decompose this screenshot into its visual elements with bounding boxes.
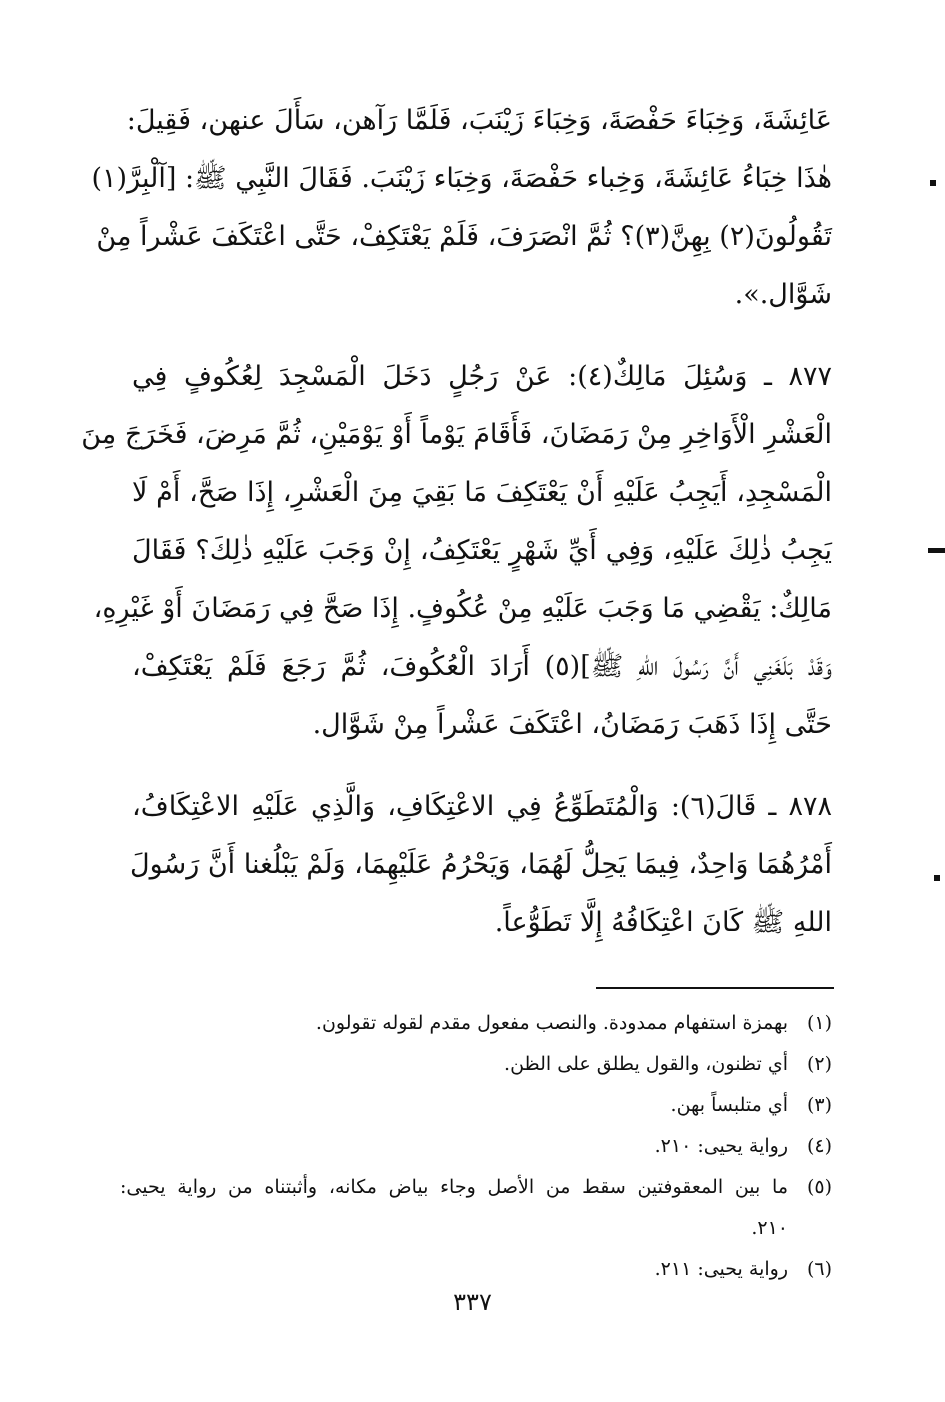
text-line: عَائِشَةَ، وَخِبَاءَ حَفْصَةَ، وَخِبَاءَ زَيْنَبَ، فَلَمَّا رَآهن، سَأَلَ عنهن، فَقِيلَ: — [126, 105, 832, 136]
scan-mark — [930, 180, 936, 186]
footnote-text: أي تظنون، والقول يطلق على الظن. — [504, 1053, 788, 1075]
text-line: شَوَّال.». — [734, 279, 832, 310]
footnote-number: (٦) — [806, 1258, 832, 1280]
main-text — [81, 92, 832, 952]
footnote-separator — [596, 987, 834, 989]
text-line: وَقَدْ بَلَغَنِي أَنَّ رَسُولَ اللهِ ﷺ](٥) أَرَادَ الْعُكُوفَ، ثُمَّ رَجَعَ فَلَمْ يَعْتَكِفْ، — [132, 651, 832, 682]
text-line: تَقُولُونَ(٢) بِهِنَّ(٣)؟ ثُمَّ انْصَرَفَ، فَلَمْ يَعْتَكِفْ، حَتَّى اعْتَكَفَ عَشْراً مِنْ — [96, 221, 832, 252]
footnote-text: رواية يحيى: ٢١١. — [654, 1258, 788, 1280]
footnote — [120, 1085, 832, 1126]
paragraph-continuation — [91, 92, 832, 324]
footnote — [120, 1167, 832, 1208]
footnote-number: (٣) — [806, 1094, 832, 1116]
footnote — [120, 1044, 832, 1085]
footnote — [120, 1003, 832, 1044]
text-line: الْعَشْرِ الْأَوَاخِرِ مِنْ رَمَضَانَ، فَأَقَامَ يَوْماً أَوْ يَوْمَيْنِ، ثُمَّ مَرِضَ، فَخَرَجَ مِنَ — [81, 419, 832, 450]
text-line: هٰذَا خِبَاءُ عَائِشَةَ، وَخِباء حَفْصَةَ، وَخِبَاء زَيْنَبَ. فَقَالَ النَّبِي ﷺ: [آلْبِرَّ(١) — [91, 163, 832, 194]
footnote-number: (٢) — [806, 1053, 832, 1075]
text-line: اللهِ ﷺ كَانَ اعْتِكَافُهُ إِلَّا تَطَوُّعاً. — [494, 907, 832, 938]
text-line: الْمَسْجِدِ، أَيَجِبُ عَلَيْهِ أَنْ يَعْتَكِفَ مَا بَقِيَ مِنَ الْعَشْرِ، إِذَا صَحَّ، أَمْ لَا — [132, 477, 832, 508]
scan-mark — [934, 875, 940, 881]
footnote-number: (١) — [806, 1012, 832, 1034]
footnote-number: (٥) — [806, 1176, 832, 1198]
footnote-text: رواية يحيى: ٢١٠. — [654, 1135, 788, 1157]
footnote-number: (٤) — [806, 1135, 832, 1157]
paragraph-878 — [132, 778, 832, 952]
text-line: ٨٧٧ ـ وَسُئِلَ مَالِكٌ(٤): عَنْ رَجُلٍ دَخَلَ الْمَسْجِدَ لِعُكُوفٍ فِي — [132, 361, 832, 392]
scan-mark — [928, 548, 945, 553]
footnote — [120, 1126, 832, 1167]
footnote-text: أي متلبساً بهن. — [670, 1094, 788, 1116]
text-line: ٨٧٨ ـ قَالَ(٦): وَالْمُتَطَوِّعُ فِي الاعْتِكَافِ، وَالَّذِي عَلَيْهِ الاعْتِكَافُ، — [132, 791, 832, 822]
text-line: يَجِبُ ذٰلِكَ عَلَيْهِ، وَفِي أَيِّ شَهْرٍ يَعْتَكِفُ، إِنْ وَجَبَ عَلَيْهِ ذٰلِكَ؟ فَقَالَ — [132, 535, 832, 566]
footnote-continuation: ٢١٠. — [751, 1217, 788, 1239]
page-number: ٣٣٧ — [453, 1288, 492, 1316]
paragraph-877 — [81, 348, 832, 754]
footnotes — [120, 1003, 832, 1290]
footnote-text: بهمزة استفهام ممدودة. والنصب مفعول مقدم لقوله تقولون. — [315, 1012, 788, 1034]
footnote — [120, 1249, 832, 1290]
text-line: حَتَّى إِذَا ذَهَبَ رَمَضَانُ، اعْتَكَفَ عَشْراً مِنْ شَوَّال. — [312, 709, 832, 740]
text-line: أَمْرُهُمَا وَاحِدٌ، فِيمَا يَحِلُّ لَهُمَا، وَيَحْرُمُ عَلَيْهِمَا، وَلَمْ يَبْلُغنا أَنَّ رَسُولَ — [130, 849, 832, 880]
text-line: مَالِكٌ: يَقْضِي مَا وَجَبَ عَلَيْهِ مِنْ عُكُوفٍ. إِذَا صَحَّ فِي رَمَضَانَ أَوْ غَيْرِهِ، — [93, 593, 832, 624]
footnote-text: ما بين المعقوفتين سقط من الأصل وجاء بياض مكانه، وأثبتناه من رواية يحيى: — [120, 1176, 788, 1198]
